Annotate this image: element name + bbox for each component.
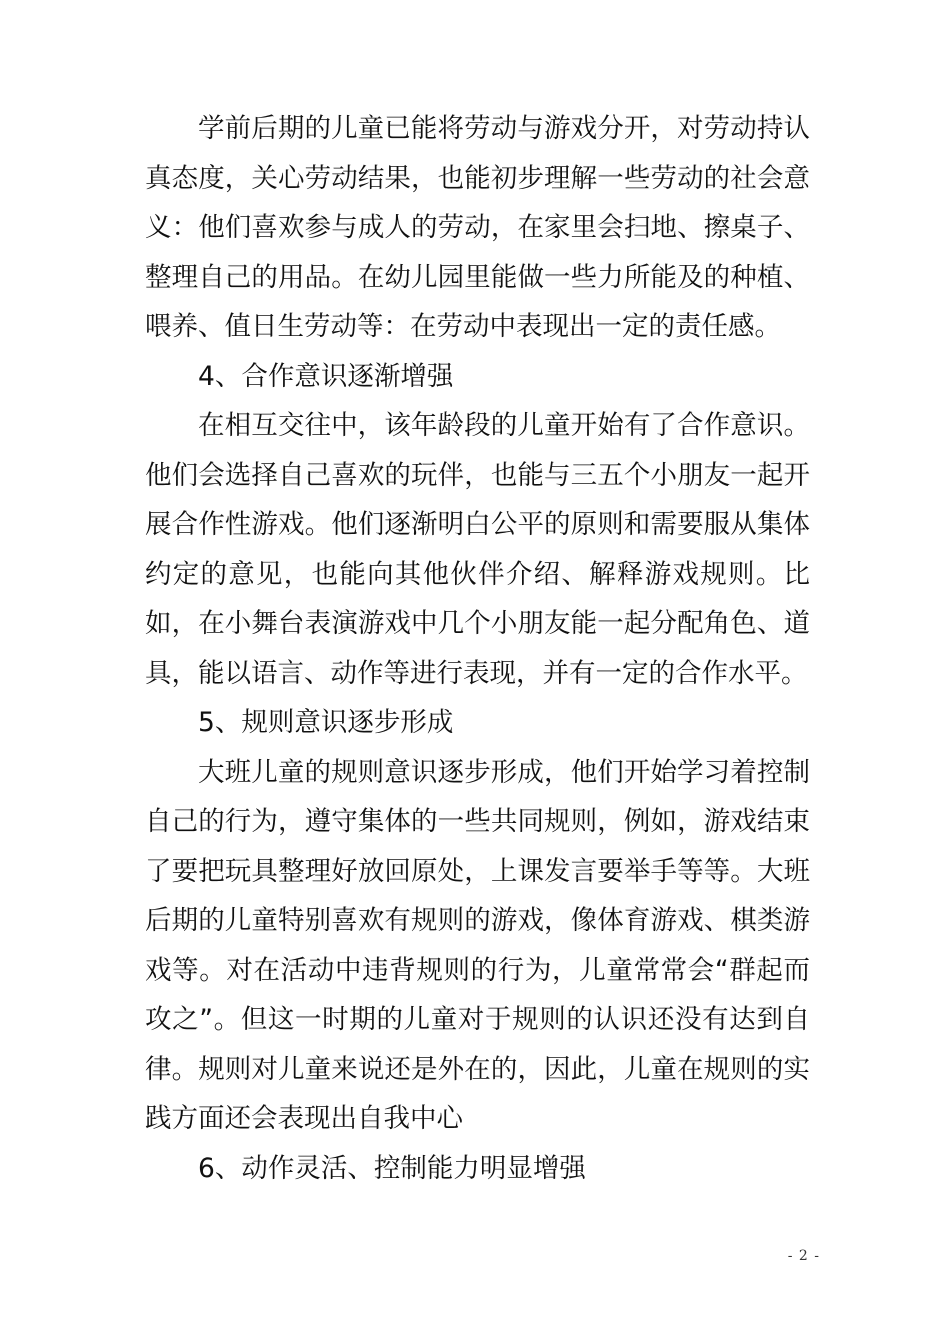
paragraph-labor-attitude: 学前后期的儿童已能将劳动与游戏分开，对劳动持认真态度，关心劳动结果，也能初步理解一些劳动的社会意义：他们喜欢参与成人的劳动，在家里会扫地、擦桌子、整理自己的用品。在幼儿园里能做一些力所能及的种植、喂养、值日生劳动等：在劳动中表现出一定的责任感。 (145, 113, 810, 342)
section-heading-cooperation: 4、合作意识逐渐增强 (198, 360, 454, 392)
section-heading-rules: 5、规则意识逐步形成 (198, 707, 454, 738)
page-number: - 2 - (787, 1248, 820, 1264)
section-heading-motor-control: 6、动作灵活、控制能力明显增强 (198, 1152, 586, 1184)
document-body (145, 104, 810, 1193)
paragraph-cooperation: 在相互交往中，该年龄段的儿童开始有了合作意识。他们会选择自己喜欢的玩伴，也能与三五个小朋友一起开展合作性游戏。他们逐渐明白公平的原则和需要服从集体约定的意见，也能向其他伙伴介绍、解释游戏规则。比如，在小舞台表演游戏中几个小朋友能一起分配角色、道具，能以语言、动作等进行表现，并有一定的合作水平。 (145, 410, 810, 689)
paragraph-rules: 大班儿童的规则意识逐步形成，他们开始学习着控制自己的行为，遵守集体的一些共同规则，例如，游戏结束了要把玩具整理好放回原处，上课发言要举手等等。大班后期的儿童特别喜欢有规则的游戏，像体育游戏、棋类游戏等。对在活动中违背规则的行为，儿童常常会“群起而攻之”。但这一时期的儿童对于规则的认识还没有达到自律。规则对儿童来说还是外在的，因此，儿童在规则的实践方面还会表现出自我中心 (145, 756, 810, 1134)
